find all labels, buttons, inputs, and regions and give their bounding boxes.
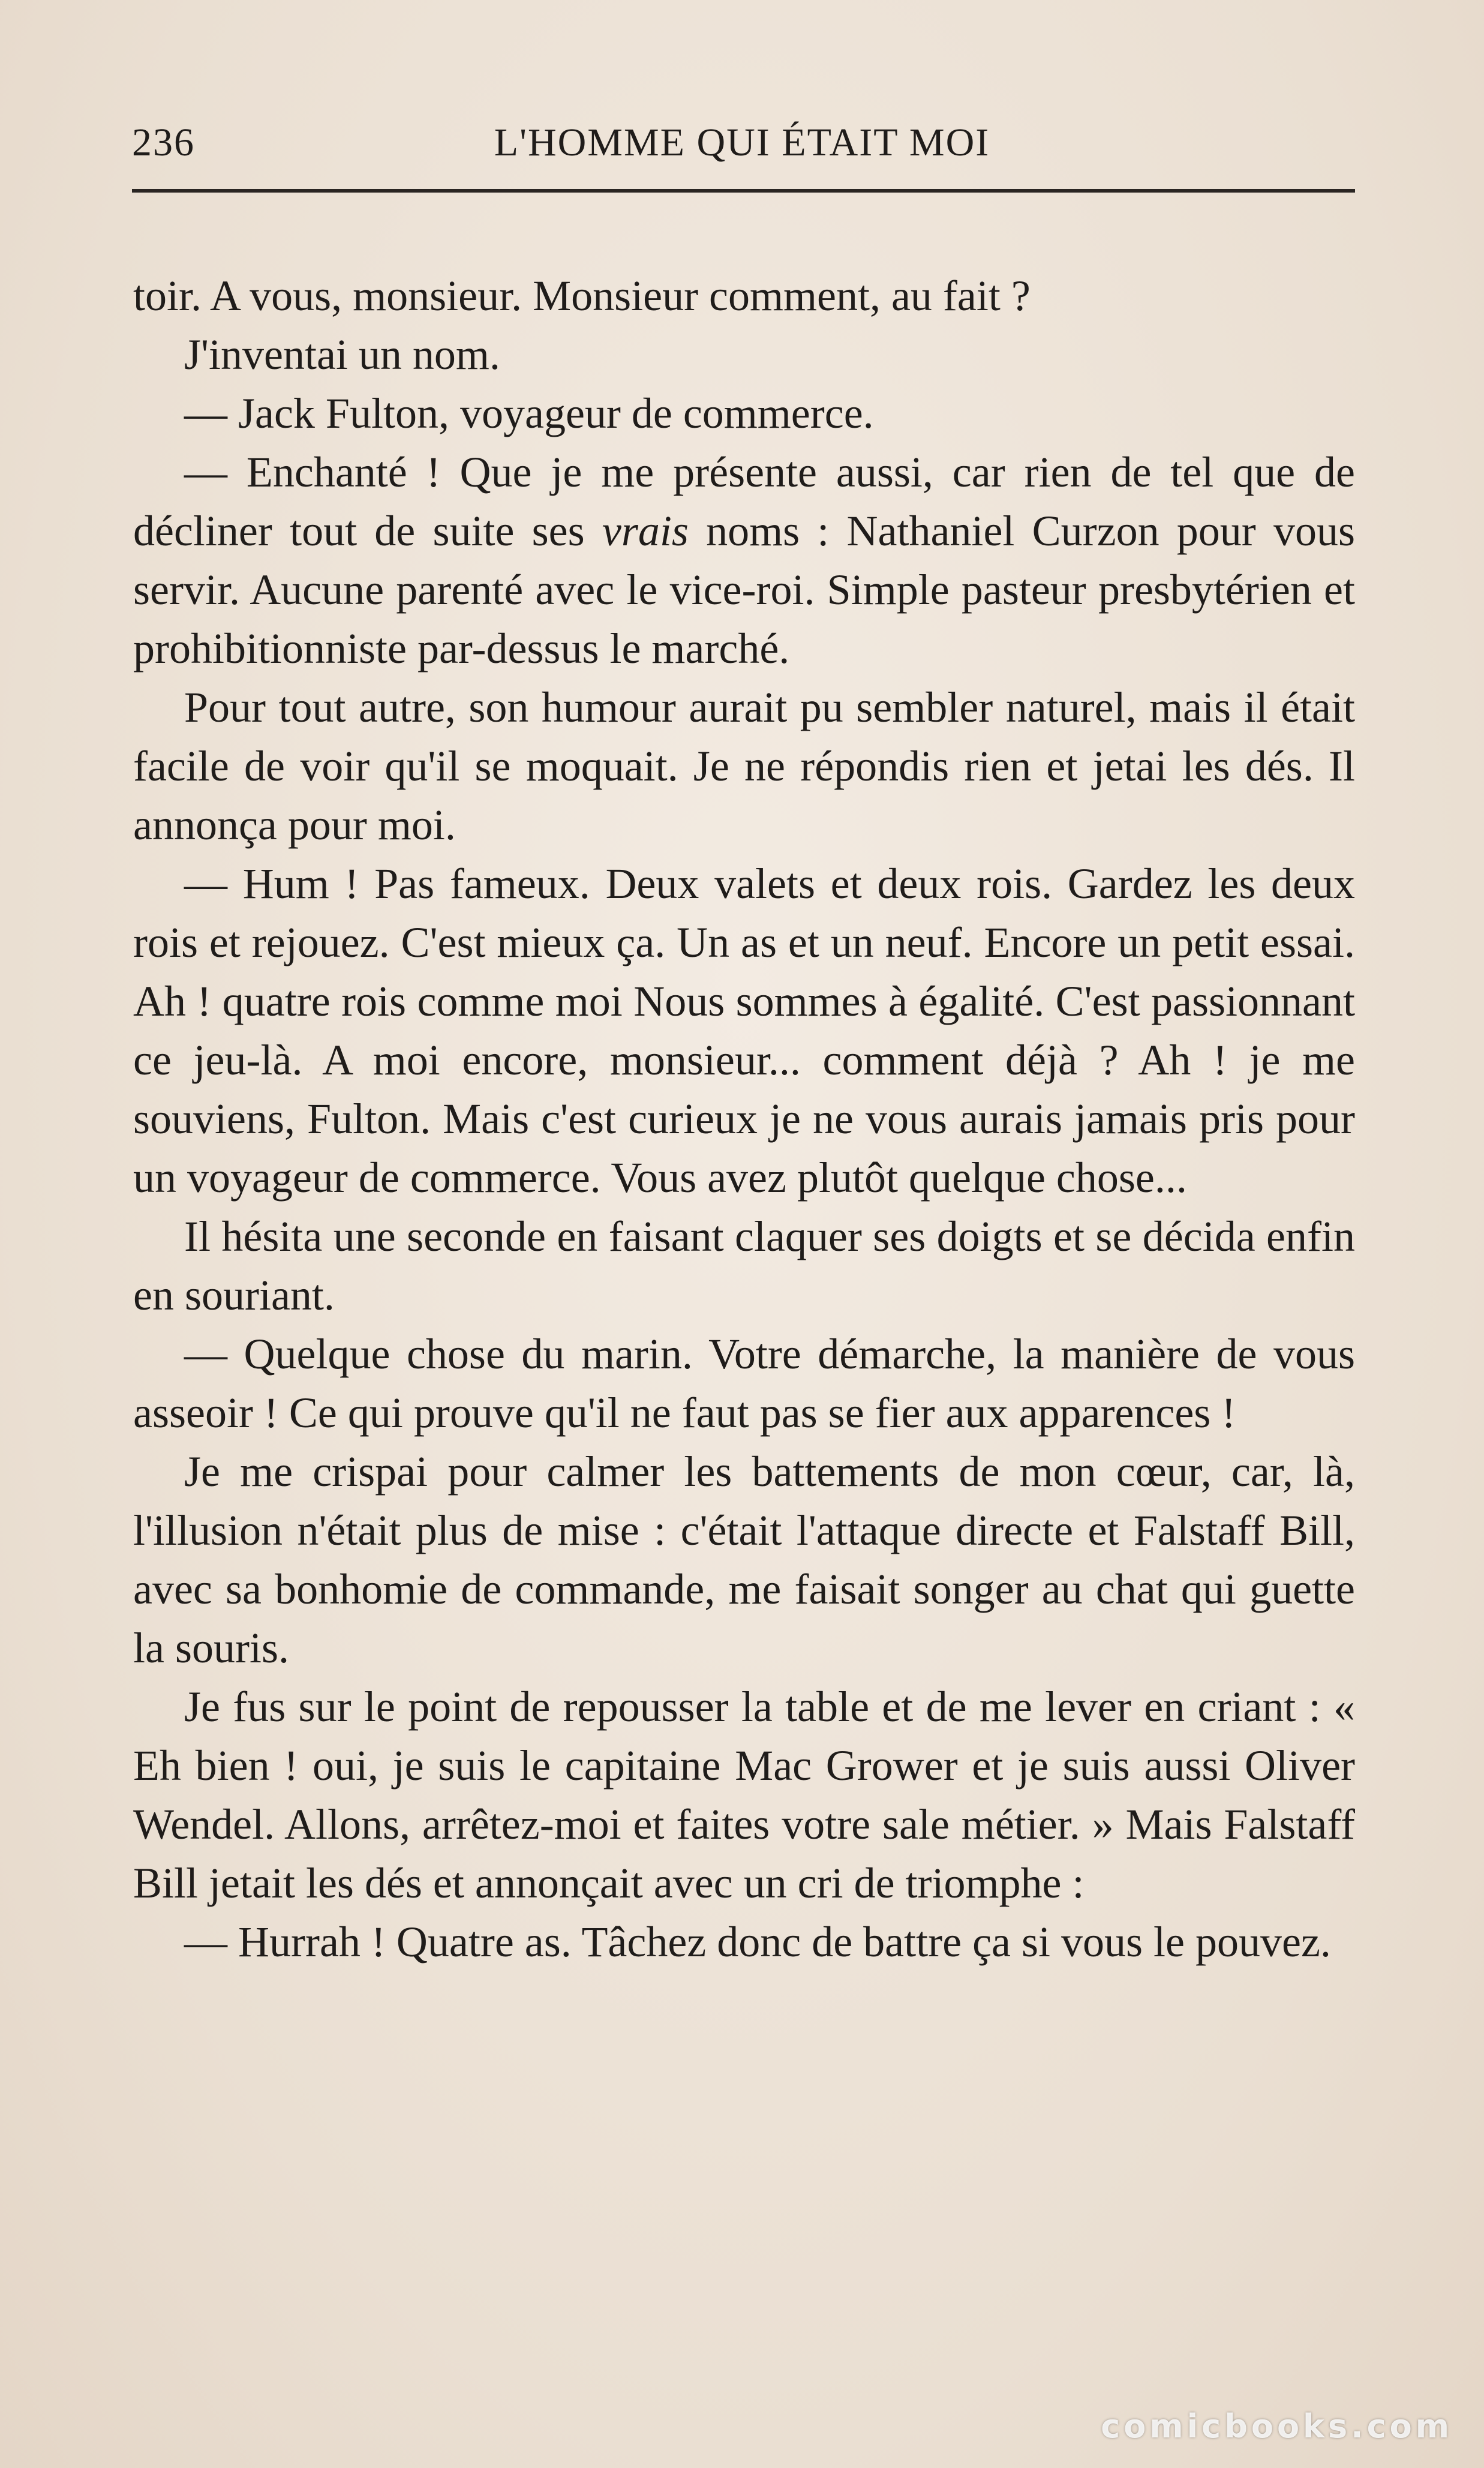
paragraph (133, 443, 1355, 678)
paragraph-text: noms : Nathaniel Curzon pour vous servir. Aucune parenté avec le vice-roi. Simple pasteur presbytérien et prohibitionniste par-dessus le marché. (133, 507, 1355, 672)
paragraph: — Jack Fulton, voyageur de commerce. (184, 389, 874, 437)
watermark: comicbooks.com (1101, 2407, 1453, 2445)
running-title: L'HOMME QUI ÉTAIT MOI (494, 121, 990, 164)
paragraph: — Quelque chose du marin. Votre démarche, la manière de vous asseoir ! Ce qui prouve qu'il ne faut pas se fier aux apparences ! (133, 1330, 1355, 1437)
paragraph: Je me crispai pour calmer les battements de mon cœur, car, là, l'illusion n'était plus de mise : c'était l'attaque directe et Falstaff Bill, avec sa bonhomie de commande, me faisait songer au chat qui guette la souris. (133, 1448, 1355, 1672)
paragraph: Je fus sur le point de repousser la table et de me lever en criant : « Eh bien ! oui, je suis le capitaine Mac Grower et je suis aussi Oliver Wendel. Allons, arrêtez-moi et faites votre sale métier. » Mais Falstaff Bill jetait les dés et annonçait avec un cri de triomphe : (133, 1683, 1355, 1907)
paragraph-text: — Enchanté ! Que je me présente aussi, car rien de tel que de décliner tout de suite ses (133, 448, 1355, 555)
paragraph: Il hésita une seconde en faisant claquer ses doigts et se décida enfin en souriant. (133, 1212, 1355, 1319)
header-rule (132, 189, 1355, 193)
body-text (133, 266, 1355, 1971)
paragraph: toir. A vous, monsieur. Monsieur comment, au fait ? (133, 272, 1031, 320)
paragraph: Pour tout autre, son humour aurait pu sembler naturel, mais il était facile de voir qu'il se moquait. Je ne répondis rien et jetai les dés. Il annonça pour moi. (133, 683, 1355, 849)
page-header (132, 114, 1352, 168)
paragraph: — Hurrah ! Quatre as. Tâchez donc de battre ça si vous le pouvez. (184, 1918, 1331, 1966)
italic-word: vrais (602, 507, 689, 555)
paragraph: J'inventai un nom. (184, 331, 500, 379)
page-number: 236 (132, 121, 195, 164)
paragraph: — Hum ! Pas fameux. Deux valets et deux rois. Gardez les deux rois et rejouez. C'est mieux ça. Un as et un neuf. Encore un petit essai. Ah ! quatre rois comme moi Nous sommes à égalité. C'est passionnant ce jeu-là. A moi encore, monsieur... comment déjà ? Ah ! je me souviens, Fulton. Mais c'est curieux je ne vous aurais jamais pris pour un voyageur de commerce. Vous avez plutôt quelque chose... (133, 860, 1355, 1202)
